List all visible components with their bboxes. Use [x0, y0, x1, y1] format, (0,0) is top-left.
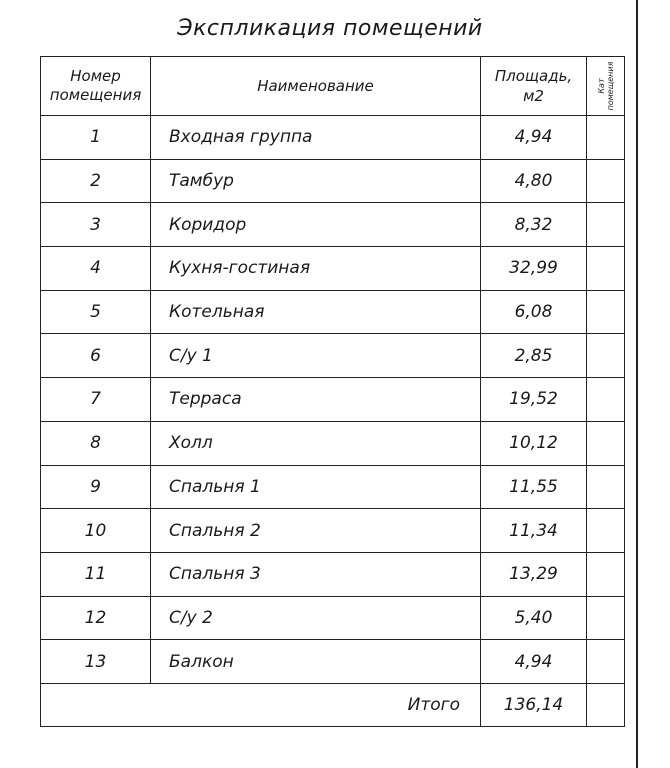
room-area: 2,85	[481, 334, 587, 378]
table-title: Экспликация помещений	[177, 16, 483, 41]
header-category-line2: помещения	[605, 61, 615, 111]
room-name: Коридор	[151, 203, 481, 247]
total-label: Итого	[41, 683, 481, 726]
header-number-line1: Номер	[70, 67, 121, 85]
room-area: 10,12	[481, 421, 587, 465]
room-category	[587, 116, 625, 160]
room-name: Кухня-гостиная	[151, 247, 481, 291]
room-number: 7	[41, 378, 151, 422]
room-category	[587, 421, 625, 465]
room-name: Тамбур	[151, 159, 481, 203]
room-number: 2	[41, 159, 151, 203]
header-number	[41, 57, 151, 116]
header-number-line2: помещения	[49, 86, 142, 104]
room-area: 5,40	[481, 596, 587, 640]
room-area: 19,52	[481, 378, 587, 422]
table-row	[41, 552, 625, 596]
total-row	[41, 683, 625, 726]
room-number: 11	[41, 552, 151, 596]
room-name: Спальня 2	[151, 509, 481, 553]
room-area: 6,08	[481, 290, 587, 334]
room-number: 9	[41, 465, 151, 509]
header-area-line1: Площадь,	[494, 67, 573, 85]
room-area: 4,94	[481, 640, 587, 684]
table-row	[41, 116, 625, 160]
room-category	[587, 334, 625, 378]
room-name: С/у 2	[151, 596, 481, 640]
table-row	[41, 640, 625, 684]
room-area: 4,80	[481, 159, 587, 203]
room-category	[587, 203, 625, 247]
table-row	[41, 334, 625, 378]
header-category	[587, 57, 625, 116]
room-name: Терраса	[151, 378, 481, 422]
room-name: Котельная	[151, 290, 481, 334]
room-name: Спальня 1	[151, 465, 481, 509]
room-number: 13	[41, 640, 151, 684]
drawing-frame-border	[636, 0, 638, 768]
header-row	[41, 57, 625, 116]
room-category	[587, 640, 625, 684]
total-area: 136,14	[481, 683, 587, 726]
rows-body	[41, 116, 625, 684]
room-area: 8,32	[481, 203, 587, 247]
room-area: 13,29	[481, 552, 587, 596]
total-category-cell	[587, 683, 625, 726]
room-category	[587, 159, 625, 203]
room-category	[587, 247, 625, 291]
header-area-line2: м2	[523, 87, 544, 105]
room-number: 5	[41, 290, 151, 334]
room-name: Спальня 3	[151, 552, 481, 596]
room-category	[587, 290, 625, 334]
room-name: Холл	[151, 421, 481, 465]
table-row	[41, 378, 625, 422]
table-row	[41, 159, 625, 203]
room-category	[587, 378, 625, 422]
room-name: Входная группа	[151, 116, 481, 160]
room-number: 6	[41, 334, 151, 378]
table-row	[41, 290, 625, 334]
room-number: 1	[41, 116, 151, 160]
room-number: 3	[41, 203, 151, 247]
header-name: Наименование	[151, 57, 481, 116]
room-area: 11,55	[481, 465, 587, 509]
header-category-line1: Кат	[596, 78, 606, 94]
room-category	[587, 552, 625, 596]
room-area: 4,94	[481, 116, 587, 160]
table-row	[41, 421, 625, 465]
room-category	[587, 509, 625, 553]
table-row	[41, 596, 625, 640]
room-name: Балкон	[151, 640, 481, 684]
room-area: 11,34	[481, 509, 587, 553]
table-row	[41, 203, 625, 247]
room-category	[587, 596, 625, 640]
room-area: 32,99	[481, 247, 587, 291]
table-row	[41, 509, 625, 553]
room-category	[587, 465, 625, 509]
rooms-table	[40, 56, 625, 727]
room-name: С/у 1	[151, 334, 481, 378]
room-number: 4	[41, 247, 151, 291]
table-row	[41, 465, 625, 509]
header-category-text	[597, 62, 615, 111]
room-number: 12	[41, 596, 151, 640]
room-number: 8	[41, 421, 151, 465]
table-row	[41, 247, 625, 291]
room-number: 10	[41, 509, 151, 553]
header-area	[481, 57, 587, 116]
